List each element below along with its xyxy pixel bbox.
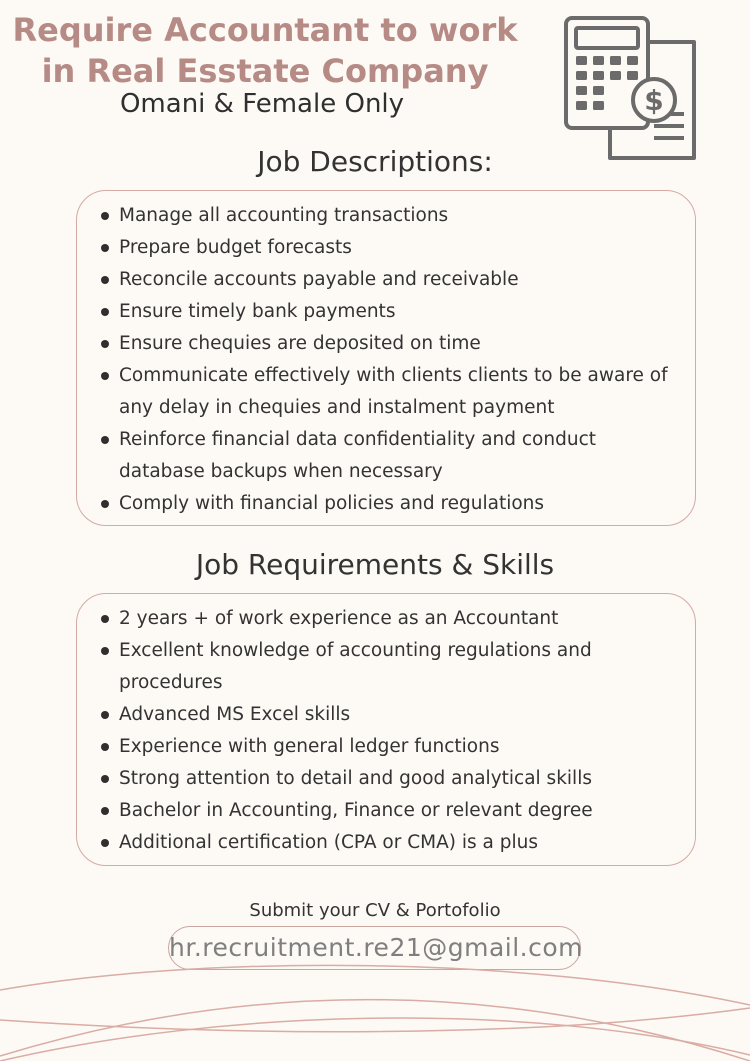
- list-item: Ensure timely bank payments: [77, 296, 695, 328]
- list-item: Advanced MS Excel skills: [77, 699, 695, 731]
- decorative-waves: [0, 960, 750, 1061]
- page-title: [0, 10, 530, 92]
- list-item: Communicate effectively with clients clients to be aware of any delay in chequies and instalment payment: [77, 360, 695, 424]
- list-item: Additional certification (CPA or CMA) is a plus: [77, 827, 695, 859]
- job-descriptions-list: [77, 200, 695, 520]
- list-item: Reinforce financial data confidentiality and conduct database backups when necessary: [77, 424, 695, 488]
- job-requirements-box: [76, 593, 696, 866]
- list-item: Strong attention to detail and good analytical skills: [77, 763, 695, 795]
- list-item: Excellent knowledge of accounting regulations and procedures: [77, 635, 695, 699]
- title-line-2: in Real Esstate Company: [41, 52, 489, 90]
- subtitle: Omani & Female Only: [119, 89, 405, 119]
- job-requirements-list: [77, 603, 695, 859]
- list-item: Prepare budget forecasts: [77, 232, 695, 264]
- job-descriptions-box: [76, 190, 696, 526]
- calculator-document-dollar-icon: [562, 14, 702, 164]
- list-item: Manage all accounting transactions: [77, 200, 695, 232]
- contact-email[interactable]: hr.recruitment.re21@gmail.com: [168, 926, 581, 970]
- list-item: Experience with general ledger functions: [77, 731, 695, 763]
- list-item: Bachelor in Accounting, Finance or relevant degree: [77, 795, 695, 827]
- list-item: Comply with financial policies and regulations: [77, 488, 695, 520]
- title-line-1: Require Accountant to work: [12, 11, 518, 49]
- list-item: 2 years + of work experience as an Accountant: [77, 603, 695, 635]
- job-descriptions-heading: Job Descriptions:: [257, 145, 493, 178]
- list-item: Reconcile accounts payable and receivable: [77, 264, 695, 296]
- list-item: Ensure chequies are deposited on time: [77, 328, 695, 360]
- svg-text:$: $: [644, 84, 664, 117]
- submit-instruction: Submit your CV & Portofolio: [249, 900, 501, 921]
- job-requirements-heading: Job Requirements & Skills: [195, 548, 555, 581]
